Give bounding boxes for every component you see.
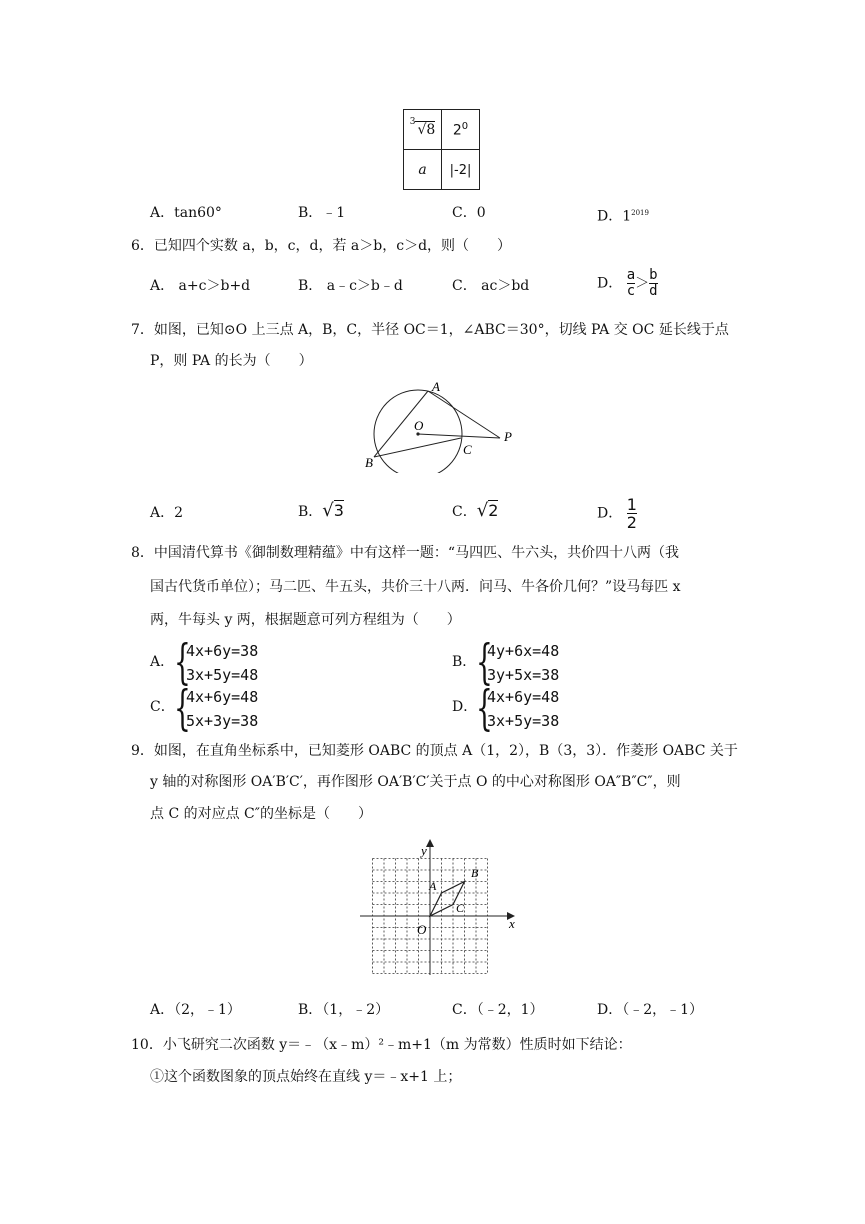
q8-d-eq2: 3x+5y=38 (487, 712, 560, 730)
q10-stem: 10．小飞研究二次函数 y＝﹣（x﹣m）²﹣m+1（m 为常数）性质时如下结论： (131, 1037, 632, 1053)
power-base: 2 (452, 122, 462, 139)
brace-icon: { (174, 680, 191, 736)
q7-option-c (452, 501, 498, 522)
q8-option-c-label: C． (150, 699, 175, 715)
q6-d-op: ＞ (635, 275, 650, 292)
grid-cell-power (442, 110, 480, 150)
brace-icon: { (476, 634, 493, 690)
q6-option-b: B． a﹣c＞b﹣d (298, 278, 403, 294)
line-op (418, 434, 500, 438)
label-o: O (414, 418, 424, 433)
q7-option-a: A．2 (150, 505, 184, 521)
q9-stem-line2: y 轴的对称图形 OA′B′C′，再作图形 OA′B′C′关于点 O 的中心对称图形 OA″B″C″，则 (150, 774, 681, 790)
q7-d-num: 1 (626, 495, 637, 514)
q8-b-eq2: 3y+5x=38 (487, 666, 560, 684)
q5-option-a: A．tan60° (150, 205, 222, 221)
q6-stem: 6．已知四个实数 a，b，c，d，若 a＞b，c＞d，则（ ） (131, 238, 512, 254)
label-y: y (421, 843, 427, 858)
q7-option-b (298, 501, 344, 522)
q9-option-b: B．（1，﹣2） (298, 1002, 390, 1018)
grid-a-value: a (418, 161, 427, 178)
q5-option-c: C．0 (452, 205, 486, 221)
q8-stem-line1: 8．中国清代算书《御制数理精蕴》中有这样一题：“马四匹、牛六头，共价四十八两（我 (131, 545, 680, 561)
q7-option-d (597, 496, 637, 531)
q6-option-a: A． a+c＞b+d (150, 278, 251, 294)
q6-d-den1: c (626, 283, 636, 299)
q9-option-d: D．（﹣2，﹣1） (597, 1002, 704, 1018)
q8-option-b-label: B． (452, 654, 477, 670)
sqrt-sign-icon: √ (476, 500, 489, 521)
q5-option-b: B．﹣1 (298, 205, 346, 221)
q8-c-eq2: 5x+3y=38 (186, 712, 259, 730)
cuberoot-radicand: 8 (426, 121, 436, 138)
q9-stem-line1: 9．如图，在直角坐标系中，已知菱形 OABC 的顶点 A（1，2），B（3，3）．作菱形 OABC 关于 (131, 743, 738, 759)
q8-b-eq1: 4y+6x=48 (487, 642, 560, 660)
grid-cell-cuberoot: $^3$ √8 (404, 110, 442, 150)
label-b: B (365, 455, 373, 470)
label-c: C (463, 442, 472, 457)
grid-abs-value: |-2| (449, 162, 472, 178)
q6-option-d (597, 268, 658, 299)
q8-option-a-label: A． (150, 654, 175, 670)
q6-d-num2: b (649, 267, 658, 283)
q7-d-label: D． (597, 505, 623, 522)
q8-option-b-system (487, 639, 559, 687)
q9-option-c: C．（﹣2，1） (452, 1002, 544, 1018)
q8-option-d-label: D． (452, 699, 478, 715)
q9-stem-line3: 点 C 的对应点 C″的坐标是（ ） (150, 806, 373, 822)
q8-c-eq1: 4x+6y=48 (186, 688, 259, 706)
power-exponent: 0 (461, 120, 469, 132)
y-axis-arrow-icon (426, 839, 434, 847)
cuberoot-index: 3 (409, 117, 416, 128)
q8-a-eq2: 3x+5y=48 (186, 666, 259, 684)
q8-option-a-system (186, 639, 258, 687)
q8-a-eq1: 4x+6y=38 (186, 642, 259, 660)
q7-c-label: C． (452, 504, 477, 520)
q5-d-base: D．1 (597, 208, 632, 225)
coordinate-rhombus-figure (355, 835, 525, 980)
q7-d-frac (627, 496, 637, 531)
q6-d-label: D． (597, 275, 623, 292)
q5-d-exponent: 2019 (631, 209, 649, 217)
q7-stem-line2: P，则 PA 的长为（ ） (150, 353, 313, 369)
label-x: x (509, 916, 515, 931)
q7-d-den: 2 (626, 513, 637, 532)
q7-b-label: B． (298, 504, 323, 520)
label-p: P (504, 429, 512, 444)
label-a: A (429, 879, 437, 893)
q8-option-c-system (186, 685, 258, 733)
q8-d-eq1: 4x+6y=48 (487, 688, 560, 706)
number-grid (403, 109, 480, 190)
q6-d-num1: a (626, 267, 636, 283)
sqrt-sign-icon: √ (322, 500, 334, 521)
q7-b-radicand: 3 (333, 501, 344, 520)
q9-option-a: A．（2，﹣1） (150, 1002, 241, 1018)
q8-option-d-system (487, 685, 559, 733)
q8-stem-line2: 国古代货币单位）；马二匹、牛五头，共价三十八两．问马、牛各价几何？”设马每匹 x (150, 579, 681, 595)
grid-cell-abs (442, 150, 480, 190)
q6-d-frac1 (627, 268, 635, 299)
q10-item-1: ①这个函数图象的顶点始终在直线 y＝﹣x+1 上； (150, 1069, 462, 1085)
grid-cell-a (404, 150, 442, 190)
label-b: B (471, 866, 479, 880)
q7-stem-line1: 7．如图，已知⊙O 上三点 A，B，C，半径 OC＝1，∠ABC＝30°，切线 PA 交 OC 延长线于点 (131, 322, 729, 338)
q6-d-den2: d (649, 283, 658, 299)
label-a: A (432, 379, 440, 394)
q5-option-d (597, 203, 649, 227)
brace-icon: { (476, 680, 493, 736)
q7-c-radicand: 2 (488, 501, 499, 520)
label-c: C (456, 901, 465, 915)
q8-stem-line3: 两，牛每头 y 两，根据题意可列方程组为（ ） (150, 612, 461, 628)
label-o: O (417, 922, 427, 937)
q6-d-frac2 (649, 268, 657, 299)
circle-tangent-figure (360, 378, 530, 473)
q6-option-c: C． ac＞bd (452, 278, 530, 294)
tangent-pa (428, 391, 500, 438)
brace-icon: { (174, 634, 191, 690)
